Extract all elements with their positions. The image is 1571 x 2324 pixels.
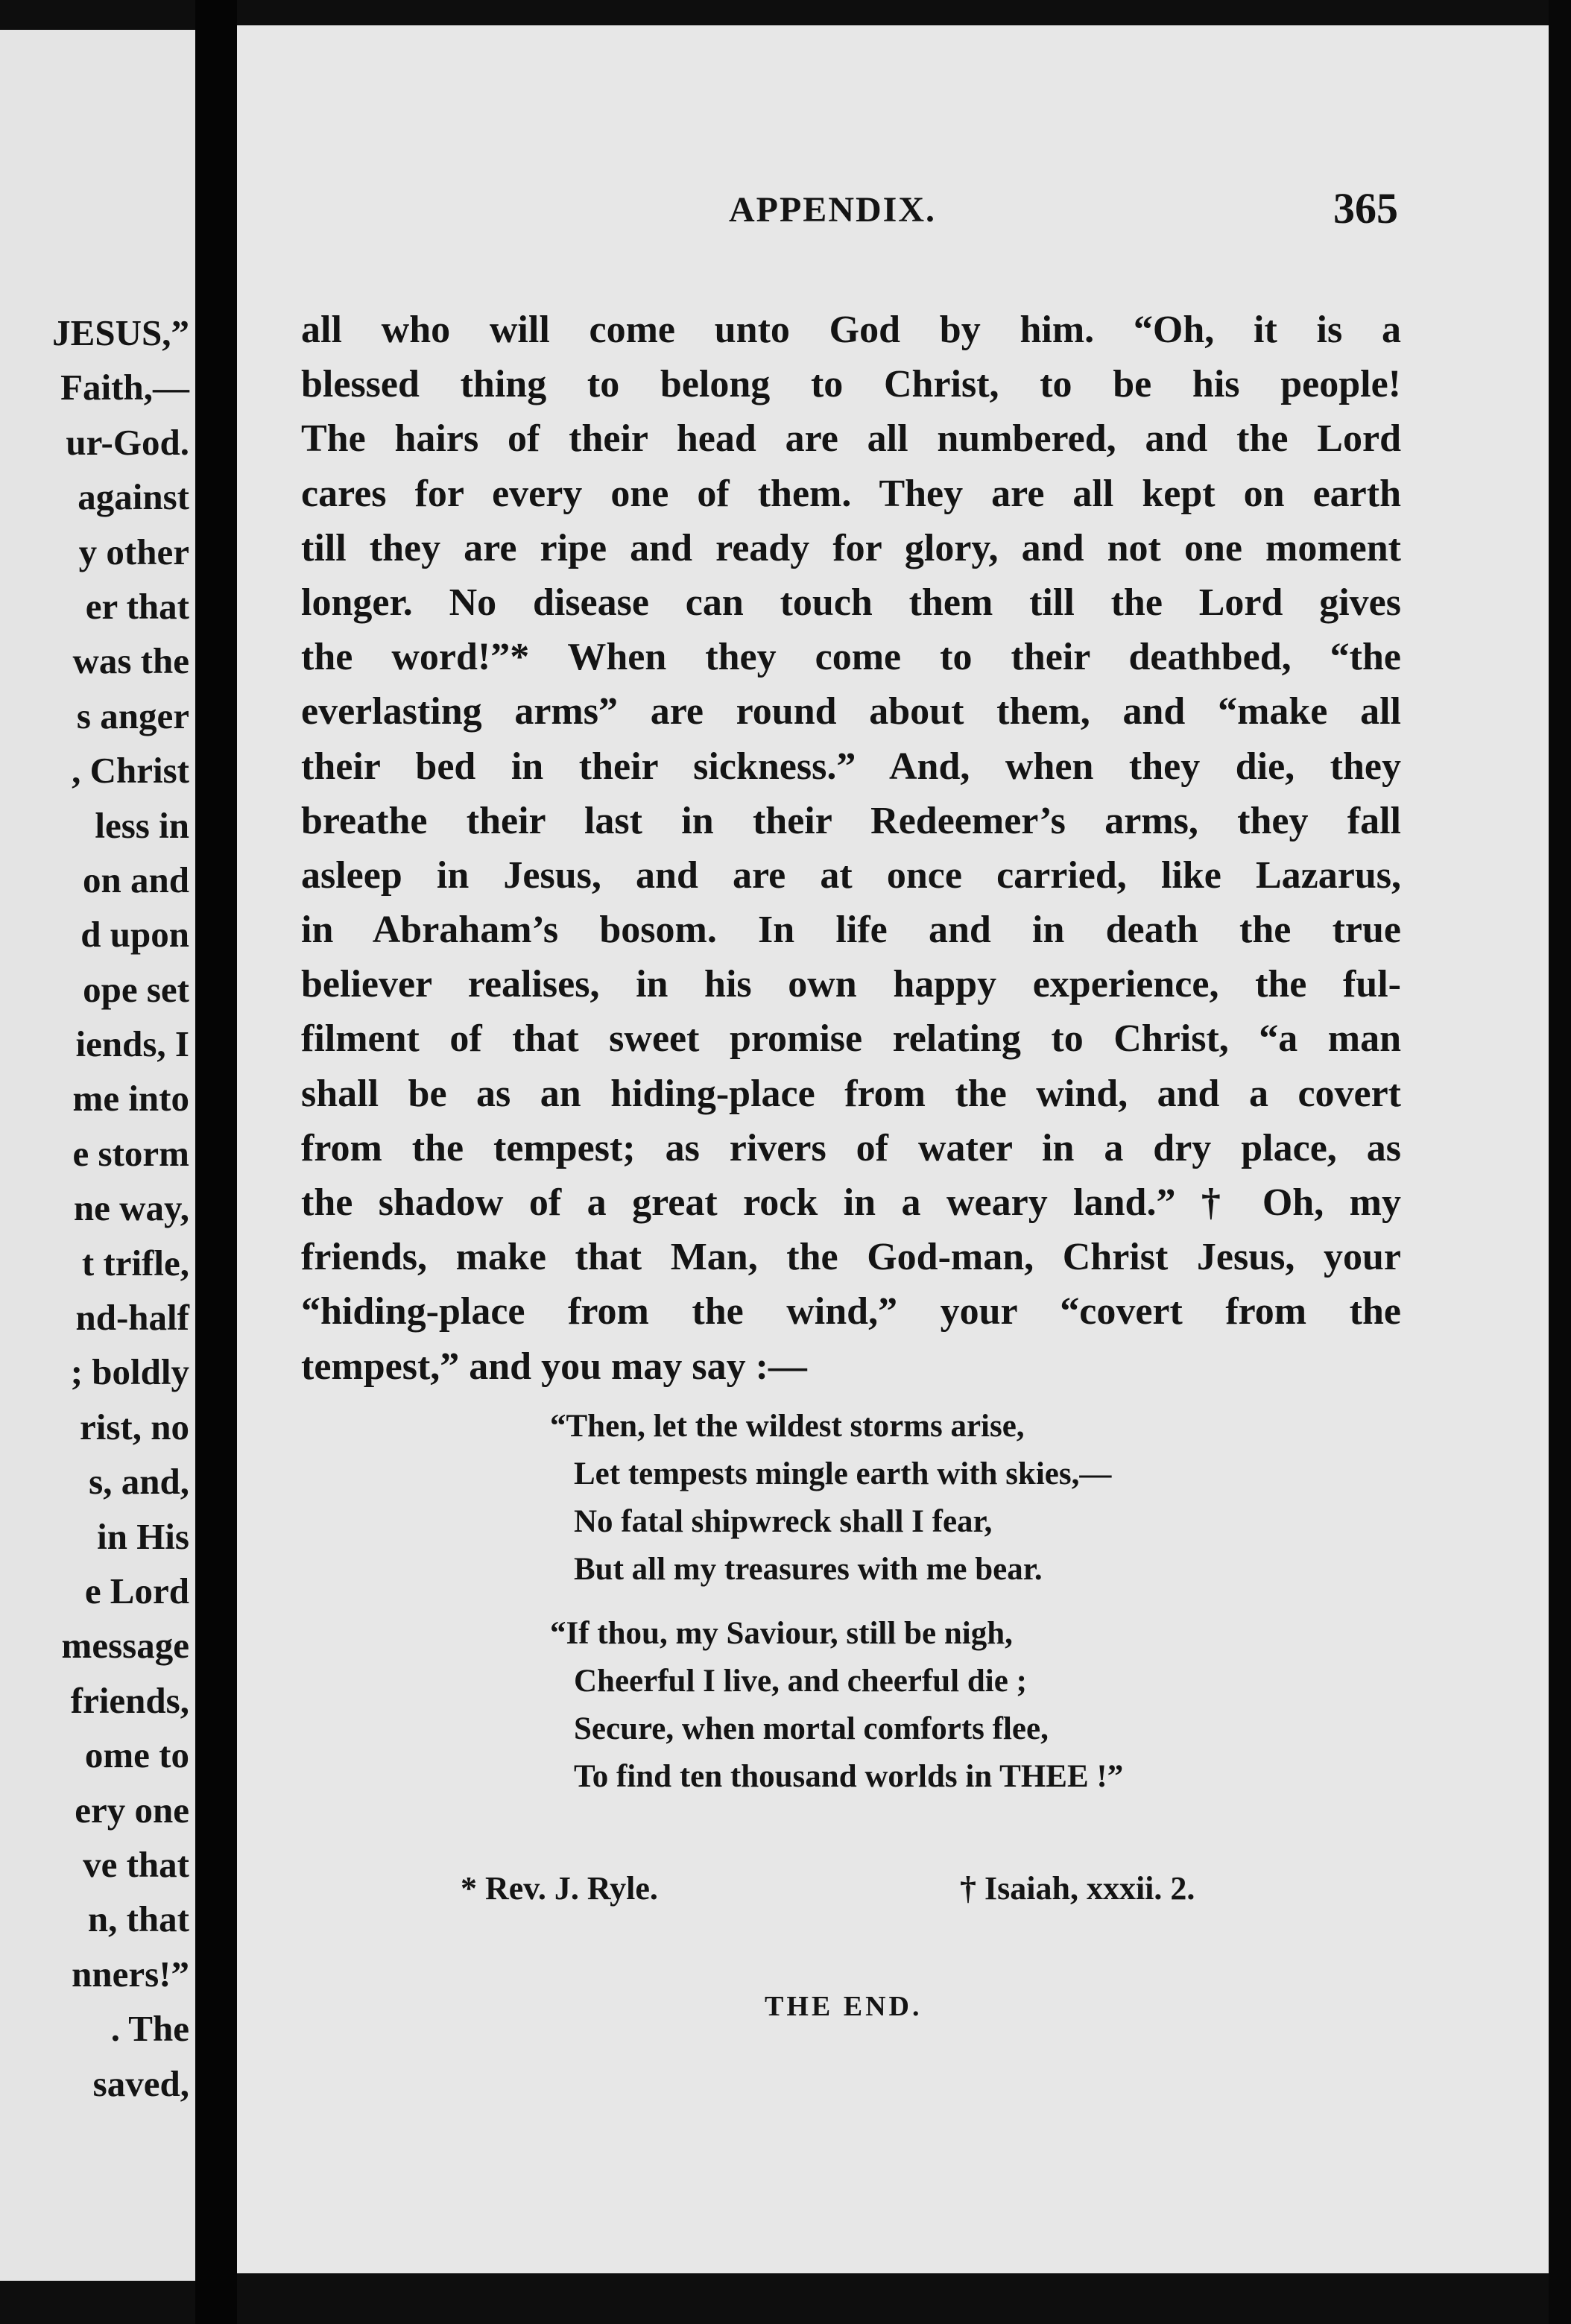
text-line: asleep in Jesus, and are at once carried, like Lazarus, (301, 853, 1401, 897)
facing-line: y other (78, 531, 189, 572)
body-paragraph (301, 303, 1401, 1394)
verse-line: “If thou, my Saviour, still be nigh, (550, 1616, 1013, 1651)
facing-line: JESUS,” (52, 312, 189, 353)
main-page (237, 25, 1549, 2273)
verse-line: To find ten thousand worlds in THEE !” (574, 1759, 1124, 1794)
facing-line: s anger (76, 695, 189, 736)
stanza (550, 1610, 1221, 1801)
text-line: everlasting arms” are round about them, and “make all (301, 690, 1401, 733)
facing-line: less in (95, 804, 189, 846)
facing-page-text (0, 306, 189, 2111)
facing-line: iends, I (75, 1023, 189, 1065)
facing-line: er that (85, 585, 189, 627)
stanza (550, 1403, 1221, 1594)
text-line: from the tempest; as rivers of water in a dry place, as (301, 1126, 1401, 1169)
page-number: 365 (1333, 184, 1398, 233)
text-line: cares for every one of them. They are all kept on earth (301, 472, 1401, 515)
verse-quotation (550, 1403, 1221, 1817)
facing-line: ; boldly (70, 1351, 189, 1393)
verse-line: Secure, when mortal comforts flee, (574, 1711, 1049, 1746)
facing-line: rist, no (80, 1406, 189, 1447)
facing-line: saved, (92, 2062, 189, 2104)
facing-line: . The (110, 2008, 189, 2050)
facing-line: in His (97, 1515, 189, 1557)
footnote-isaiah: † Isaiah, xxxii. 2. (960, 1870, 1195, 1907)
text-line: all who will come unto God by him. “Oh, it is a (301, 309, 1401, 351)
text-line: in Abraham’s bosom. In life and in death the true (301, 909, 1401, 952)
page-edge (1549, 0, 1571, 2324)
text-line: shall be as an hiding-place from the wind, and a covert (301, 1072, 1401, 1115)
facing-line: friends, (70, 1679, 189, 1721)
verse-line: No fatal shipwreck shall I fear, (574, 1504, 993, 1539)
facing-line: e storm (72, 1132, 189, 1174)
running-head: APPENDIX. (729, 190, 936, 230)
text-line: The hairs of their head are all numbered, and the Lord (301, 417, 1401, 461)
facing-line: message (61, 1625, 189, 1667)
facing-line: Faith,— (60, 367, 189, 408)
facing-line: me into (72, 1078, 189, 1120)
text-line: friends, make that Man, the God-man, Christ Jesus, your (301, 1236, 1401, 1279)
text-line: the word!”* When they come to their deathbed, “the (301, 636, 1401, 679)
text-line: filment of that sweet promise relating to Christ, “a man (301, 1017, 1401, 1061)
facing-line: d upon (80, 914, 189, 956)
facing-line: n, that (87, 1898, 189, 1940)
facing-line: nners!” (72, 1953, 189, 1995)
facing-line: s, and, (89, 1461, 189, 1503)
text-line: tempest,” and you may say :— (301, 1345, 807, 1388)
verse-line: But all my treasures with me bear. (574, 1552, 1043, 1587)
facing-line: was the (72, 640, 189, 682)
facing-line: ery one (75, 1789, 189, 1831)
verse-line: Let tempests mingle earth with skies,— (574, 1456, 1112, 1491)
book-gutter (195, 0, 237, 2324)
text-line: blessed thing to belong to Christ, to be his people! (301, 363, 1401, 406)
text-line: their bed in their sickness.” And, when they die, they (301, 745, 1401, 788)
facing-line: against (78, 476, 189, 518)
facing-line: ve that (83, 1843, 189, 1885)
text-line: breathe their last in their Redeemer’s arms, they fall (301, 799, 1401, 842)
text-line: the shadow of a great rock in a weary land.” † Oh, my (301, 1181, 1401, 1224)
facing-line: ne way, (73, 1187, 189, 1229)
facing-line: ome to (84, 1734, 189, 1776)
footnote-ryle: * Rev. J. Ryle. (461, 1870, 658, 1907)
verse-line: Cheerful I live, and cheerful die ; (574, 1664, 1027, 1699)
text-line: “hiding-place from the wind,” your “covert from the (301, 1290, 1401, 1333)
verse-line: “Then, let the wildest storms arise, (550, 1409, 1025, 1444)
facing-page (0, 30, 195, 2281)
text-line: till they are ripe and ready for glory, and not one moment (301, 526, 1401, 569)
facing-line: nd-half (75, 1297, 189, 1339)
facing-line: on and (82, 859, 189, 900)
facing-line: ur-God. (66, 421, 189, 463)
page-header (237, 184, 1549, 241)
facing-line: ope set (83, 968, 189, 1010)
facing-line: , Christ (72, 750, 189, 792)
facing-line: t trifle, (81, 1242, 189, 1283)
text-line: longer. No disease can touch them till the Lord gives (301, 581, 1401, 624)
text-line: believer realises, in his own happy experience, the ful- (301, 963, 1401, 1006)
closing-colophon: THE END. (765, 1991, 923, 2022)
facing-line: e Lord (84, 1570, 189, 1611)
